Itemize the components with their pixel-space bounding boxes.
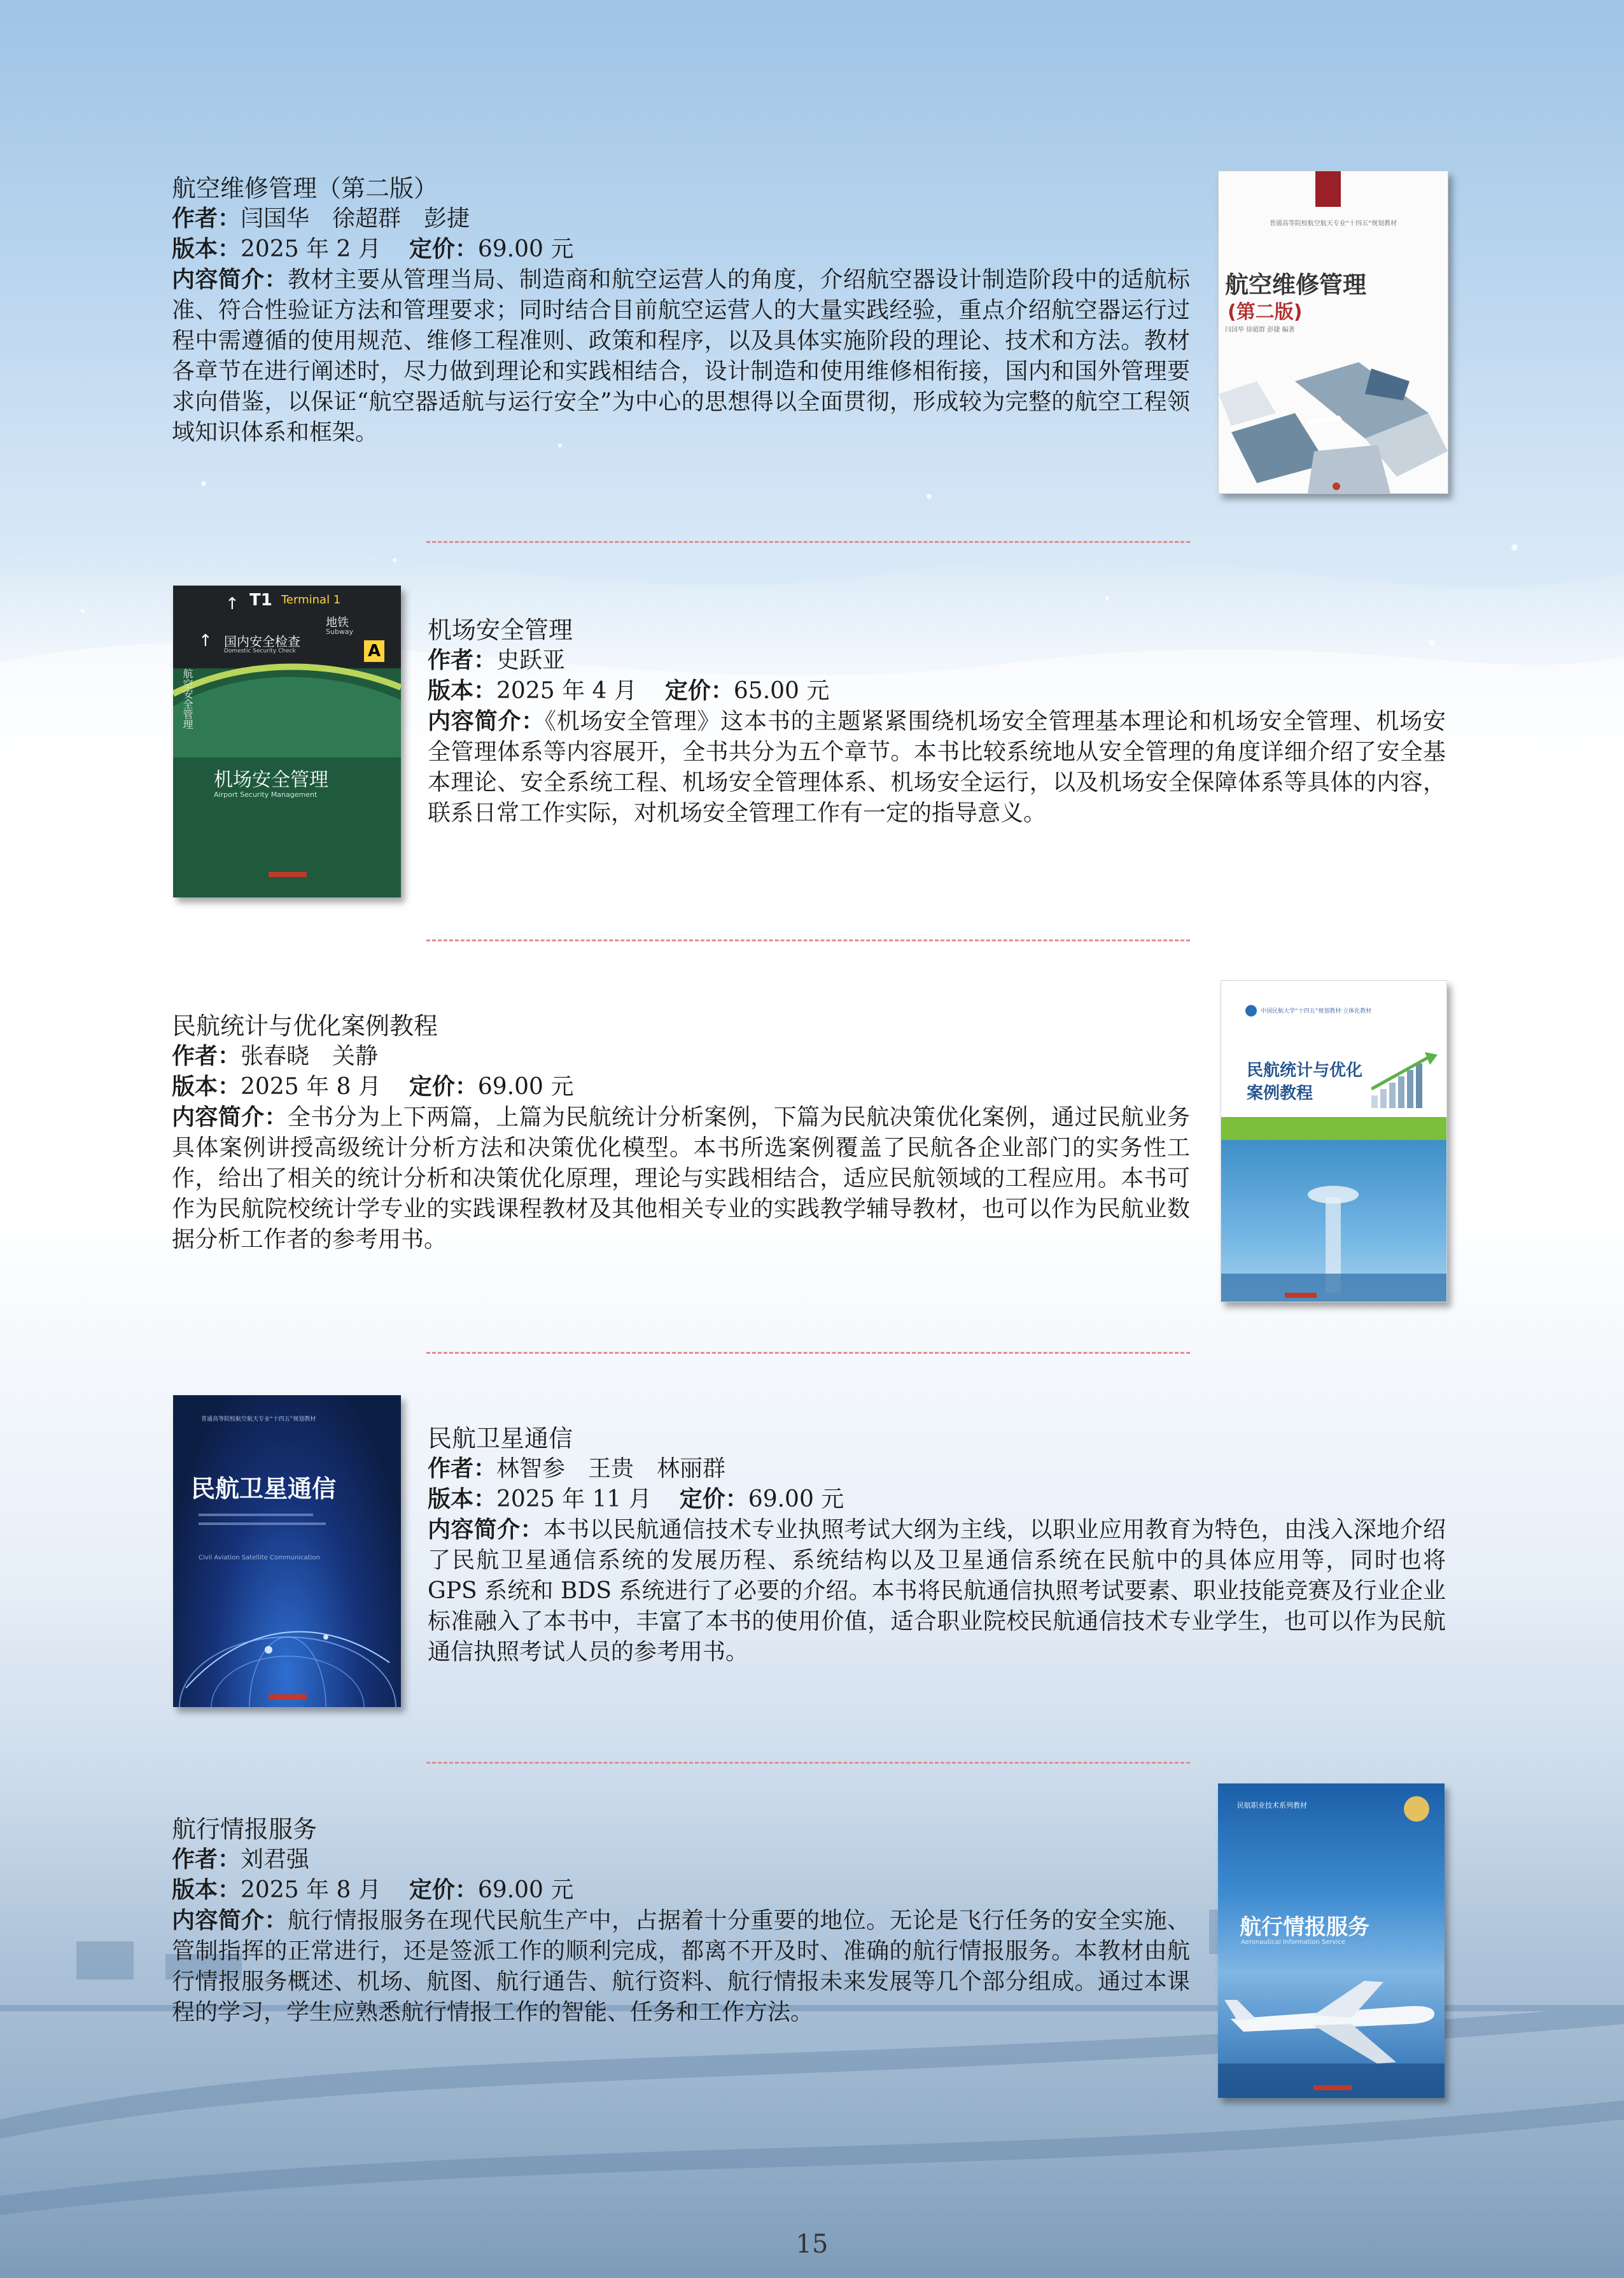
cover-spine-text: 航空安全管理 [181,668,193,729]
book-cover [1221,980,1447,1302]
cover-title-en: Civil Aviation Satellite Communication [199,1554,320,1561]
book-title: 机场安全管理 [428,616,573,644]
book-title: 航空维修管理（第二版） [172,174,438,202]
cover-subtitle: (第二版) [1228,301,1303,323]
cover-title-line1: 民航统计与优化 [1247,1061,1363,1080]
book-edition: 2025 年 4 月 [496,678,637,704]
book-title: 民航卫星通信 [428,1424,573,1452]
cover-title-en: Aeronautical Information Service [1241,1939,1345,1946]
globe-graphic [173,1580,401,1707]
edition-label: 版本： [172,236,241,262]
book-edition: 2025 年 8 月 [241,1877,381,1903]
sign-metro-en: Subway [326,628,354,636]
summary-label: 内容简介： [172,267,288,293]
cover-curve [173,656,401,757]
summary-label: 内容简介： [428,1517,543,1543]
page-number: 15 [795,2230,829,2259]
book-authors: 史跃亚 [496,647,566,673]
summary-label: 内容简介： [172,1908,288,1934]
arrow-up-icon: ↑ [199,631,213,650]
sign-check: 国内安全检查 [224,634,300,649]
book-cover [173,586,401,897]
cover-authors: 闫国华 徐超群 彭捷 编著 [1225,327,1295,334]
book-price: 69.00 元 [477,1877,574,1903]
price-label: 定价： [409,236,478,262]
sign-check-en: Domestic Security Check [224,648,296,654]
author-label: 作者： [172,1043,241,1069]
cover-series: 民航职业技术系列教材 [1237,1801,1307,1810]
price-label: 定价： [679,1486,748,1512]
cover-publisher-mark [269,872,307,877]
section-divider [426,1762,1190,1764]
sign-t1: T1 [249,591,272,610]
cover-credits [199,1514,326,1539]
cover-title: 机场安全管理 [214,769,328,791]
book-info [172,1011,1190,1255]
book-authors: 刘君强 [241,1846,310,1873]
author-label: 作者： [428,1456,497,1482]
book-edition: 2025 年 8 月 [241,1074,381,1100]
book-info [172,1814,1190,2028]
cover-title: 航行情报服务 [1240,1915,1369,1940]
edition-label: 版本： [428,1486,497,1512]
book-price: 65.00 元 [733,678,830,704]
airplane-graphic [1218,1968,1445,2098]
book-cover [173,1395,401,1707]
cover-series: 普通高等院校航空航天专业“十四五”规划教材 [1269,220,1397,227]
author-label: 作者： [428,647,497,673]
control-tower-graphic [1221,1140,1446,1302]
section-divider [426,541,1190,543]
cover-series: 中国民航大学“十四五”规划教材·立体化教材 [1261,1008,1372,1015]
edition-label: 版本： [172,1074,241,1100]
cover-title: 航空维修管理 [1225,271,1366,299]
author-label: 作者： [172,206,241,232]
book-price: 69.00 元 [477,236,574,262]
author-label: 作者： [172,1846,241,1873]
book-summary: 《机场安全管理》这本书的主题紧紧围绕机场安全管理基本理论和机场安全管理、机场安全管理体系等内容展开，全书共分为五个章节。本书比较系统地从安全管理的角度详细介绍了安全基本理论、安全系统工程、机场安全管理体系、机场安全运行，以及机场安全保障体系等具体的内容，联系日常工作实际，对机场安全管理工作有一定的指导意义。 [428,708,1446,826]
cover-top-band [1315,171,1341,207]
summary-label: 内容简介： [428,708,545,735]
book-summary: 航行情报服务在现代民航生产中，占据着十分重要的地位。无论是飞行任务的安全实施、管制指挥的正常进行，还是签派工作的顺利完成，都离不开及时、准确的航行情报服务。本教材由航行情报服务概述、机场、航图、航行通告、航行资料、航行情报未来发展等几个部分组成。通过本课程的学习，学生应熟悉航行情报工作的智能、任务和工作方法。 [172,1908,1190,2025]
section-divider [426,1352,1190,1354]
cover-green-band [1221,1117,1446,1140]
cover-logo-icon [1245,1005,1257,1016]
sign-gate: A [364,640,384,662]
cover-photo [1221,1140,1446,1302]
book-authors: 林智参 王贵 林丽群 [496,1456,726,1482]
price-label: 定价： [409,1074,478,1100]
book-info [428,615,1446,829]
book-edition: 2025 年 11 月 [496,1486,652,1512]
book-authors: 张春晓 关静 [241,1043,379,1069]
arrow-up-icon: ↑ [225,594,239,614]
book-price: 69.00 元 [477,1074,574,1100]
book-authors: 闫国华 徐超群 彭捷 [241,206,470,232]
book-info [172,173,1190,448]
cover-growth-graphic [1371,1051,1441,1108]
book-title: 航行情报服务 [172,1815,318,1843]
sign-metro: 地铁 [326,616,349,629]
book-summary: 全书分为上下两篇，上篇为民航统计分析案例，下篇为民航决策优化案例，通过民航业务具体案例讲授高级统计分析方法和决策优化模型。本书所选案例覆盖了民航各企业部门的实务性工作，给出了相关的统计分析和决策优化原理，理论与实践相结合，适应民航领域的工程应用。本书可作为民航院校统计学专业的实践课程教材及其他相关专业的实践教学辅导教材，也可以作为民航业数据分析工作者的参考用书。 [172,1104,1190,1253]
price-label: 定价： [664,678,734,704]
book-summary: 教材主要从管理当局、制造商和航空运营人的角度，介绍航空器设计制造阶段中的适航标准、符合性验证方法和管理要求；同时结合目前航空运营人的大量实践经验，重点介绍航空器运行过程中需遵循的使用规范、维修工程准则、政策和程序，以及具体实施阶段的理论、技术和方法。教材各章节在进行阐述时，尽力做到理论和实践相结合，设计制造和使用维修相衔接，国内和国外管理要求向借鉴，以保证“航空器适航与运行安全”为中心的思想得以全面贯彻，形成较为完整的航空工程领域知识体系和框架。 [172,267,1190,446]
summary-label: 内容简介： [172,1104,288,1130]
cover-series: 普通高等院校航空航天专业“十四五”规划教材 [201,1416,316,1423]
book-cover [1218,171,1448,494]
cover-title-en: Airport Security Management [214,791,318,799]
cover-title-line2: 案例教程 [1247,1084,1313,1103]
book-title: 民航统计与优化案例教程 [172,1012,438,1040]
book-summary: 本书以民航通信技术专业执照考试大纲为主线，以职业应用教育为特色，由浅入深地介绍了民航卫星通信系统的发展历程、系统结构以及卫星通信系统在民航中的具体应用等，同时也将 GPS 系统和 BDS 系统进行了必要的介绍。本书将民航通信执照考试要素、职业技能竞赛及行业企业标准融入了本书中，丰富了本书的使用价值，适合职业院校民航通信技术专业学生，也可以作为民航通信执照考试人员的参考用书。 [428,1517,1446,1665]
book-price: 69.00 元 [748,1486,844,1512]
book-edition: 2025 年 2 月 [241,236,381,262]
cover-title: 民航卫星通信 [191,1475,337,1503]
book-cover [1218,1783,1445,2098]
book-info [428,1423,1446,1668]
cover-badge [1404,1796,1429,1822]
section-divider [426,939,1190,941]
price-label: 定价： [409,1877,478,1903]
cover-illustration [1219,356,1448,493]
edition-label: 版本： [172,1877,241,1903]
sign-terminal: Terminal 1 [281,593,341,607]
edition-label: 版本： [428,678,497,704]
